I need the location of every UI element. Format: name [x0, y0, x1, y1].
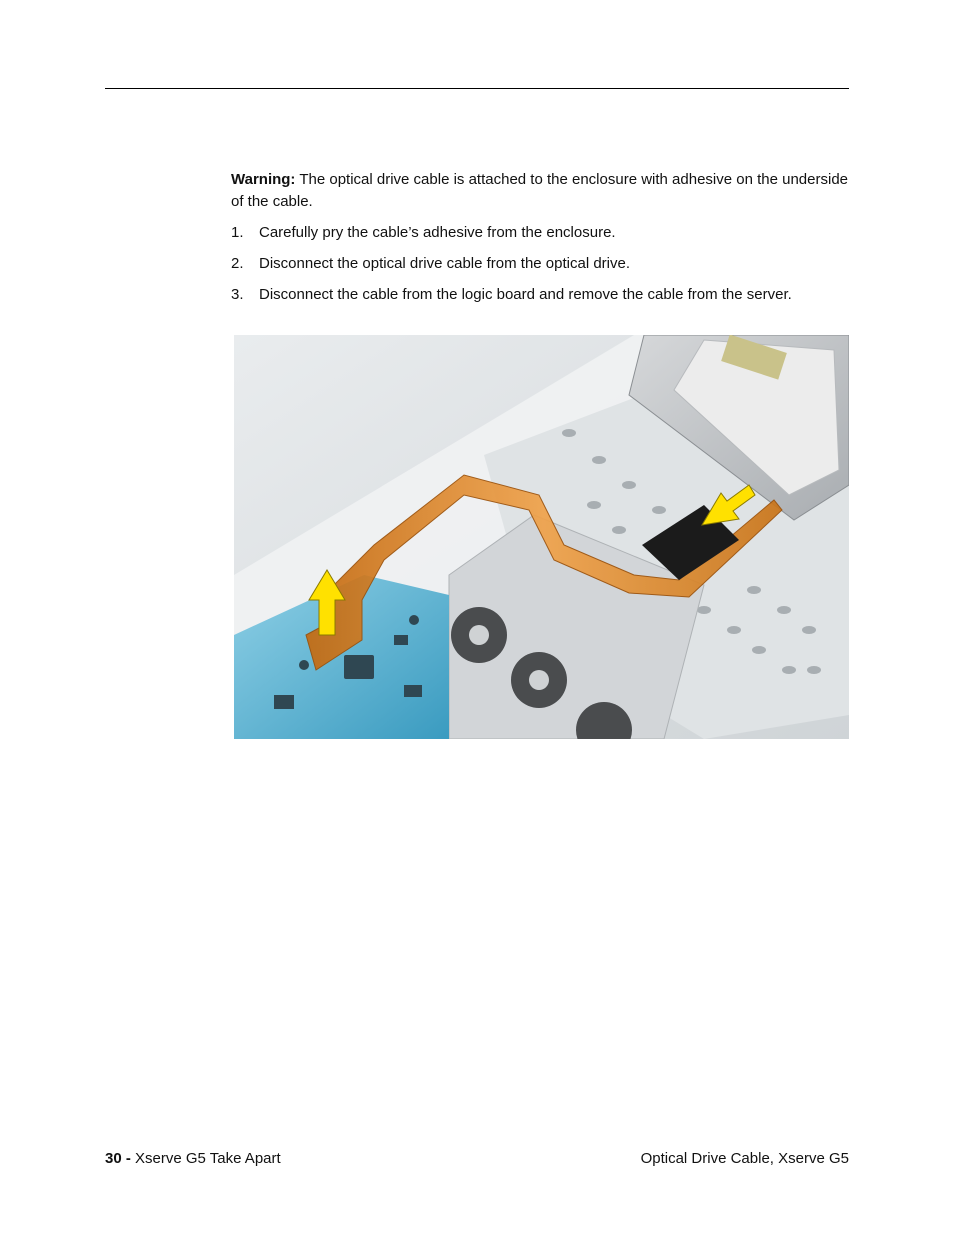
step-number: 1. — [231, 224, 244, 241]
warning-text: The optical drive cable is attached to the enclosure with adhesive on the underside of the cable. — [231, 171, 849, 210]
step-item — [231, 222, 849, 244]
header-rule — [105, 88, 849, 89]
page-number: 30 - — [105, 1150, 131, 1167]
instructions — [231, 169, 849, 315]
step-number: 2. — [231, 255, 244, 272]
step-text: Disconnect the cable from the logic board and remove the cable from the server. — [259, 286, 792, 303]
cable-removal-photo — [234, 335, 849, 739]
book-title: Xserve G5 Take Apart — [130, 1150, 281, 1167]
step-item — [231, 253, 849, 275]
step-text: Carefully pry the cable’s adhesive from the enclosure. — [259, 224, 616, 241]
footer-left — [105, 1149, 281, 1169]
warning-note — [231, 169, 849, 213]
steps-list — [231, 222, 849, 306]
step-text: Disconnect the optical drive cable from the optical drive. — [259, 255, 631, 272]
step-item — [231, 284, 849, 306]
warning-label: Warning: — [231, 171, 296, 188]
section-title: Optical Drive Cable, Xserve G5 — [640, 1150, 849, 1167]
step-number: 3. — [231, 286, 244, 303]
